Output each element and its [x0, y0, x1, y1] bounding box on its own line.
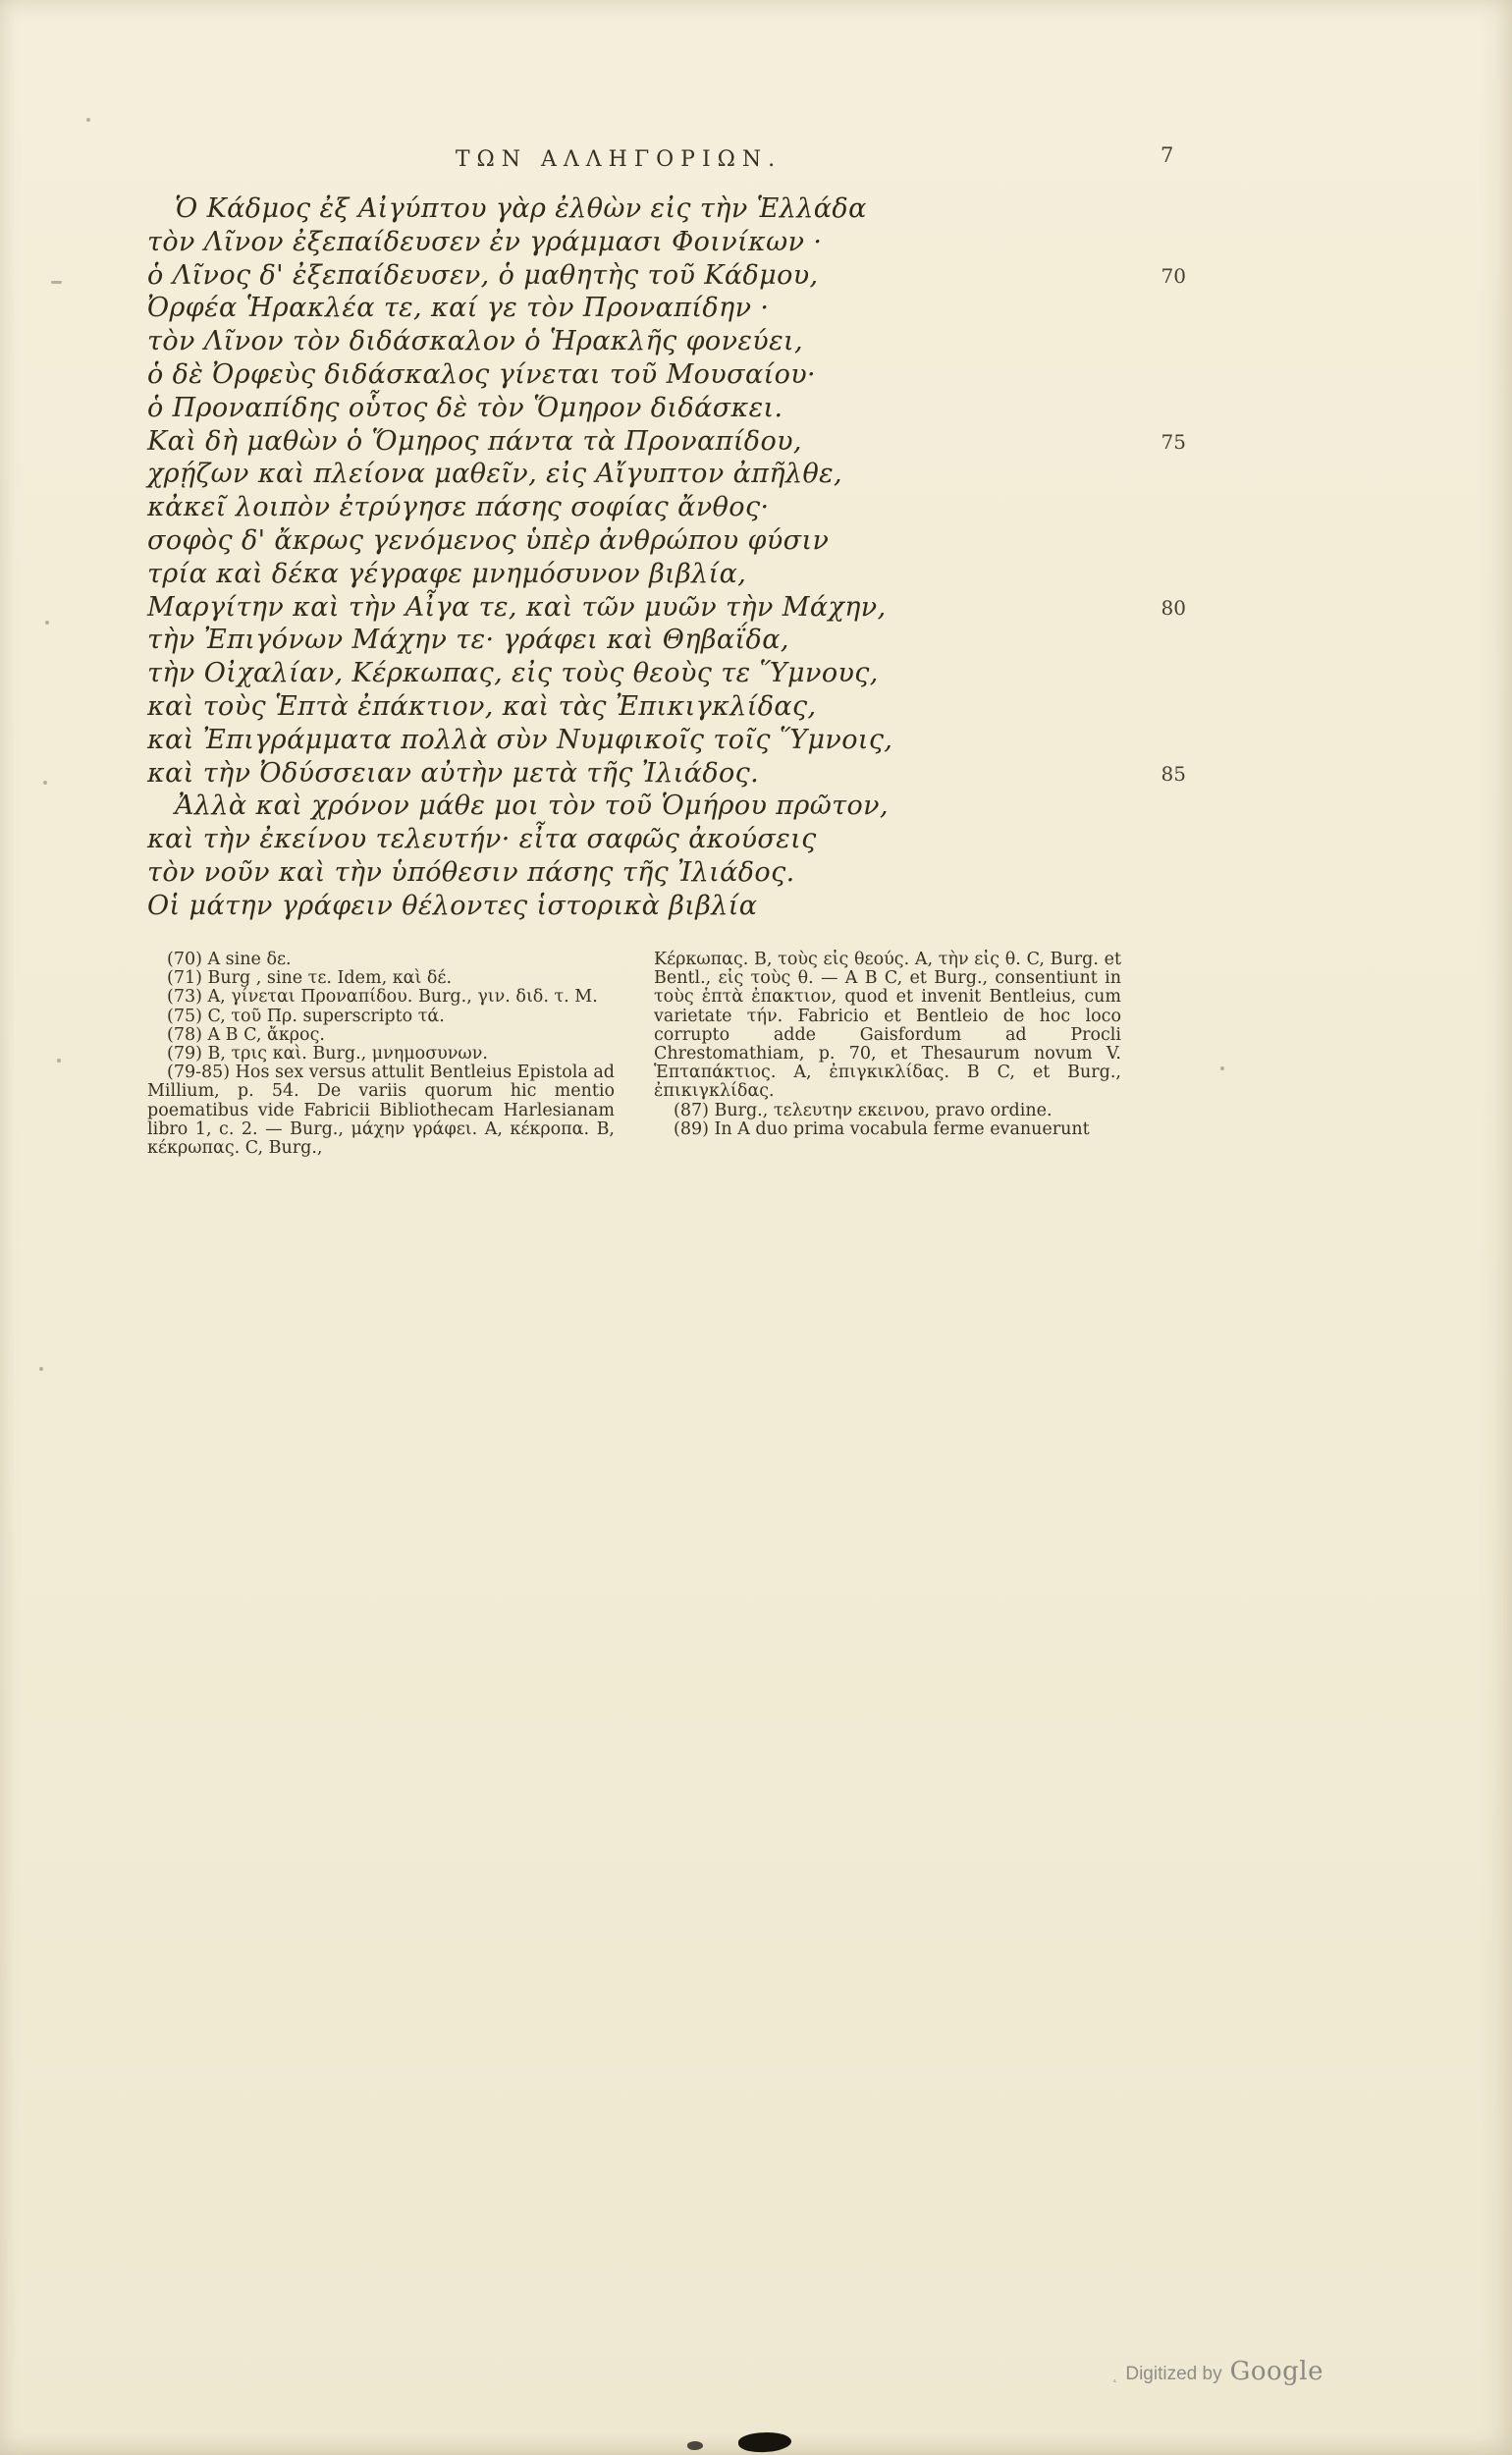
- poem-line: [147, 823, 1186, 856]
- poem-line: [147, 790, 1186, 823]
- poem-line-text: τὸν Λῖνον τὸν διδάσκαλον ὁ Ἡρακλῆς φονεύει,: [147, 326, 803, 357]
- poem-line: [147, 226, 1186, 259]
- poem-line-text: τὸν Λῖνον ἐξεπαίδευσεν ἐν γράμμασι Φοινίκων ·: [147, 226, 823, 257]
- poem-line-text: Οἱ μάτην γράφειν θέλοντες ἱστορικὰ βιβλία: [147, 890, 758, 921]
- poem-line: [147, 757, 1186, 791]
- poem-line-text: καὶ τὴν Ὀδύσσειαν αὐτὴν μετὰ τῆς Ἰλιάδος.: [147, 757, 760, 789]
- poem-line: [147, 890, 1186, 923]
- poem-line: [147, 491, 1186, 524]
- running-title: ΤΩΝ ΑΛΛΗΓΟΡΙΩΝ.: [455, 147, 783, 172]
- poem-line-text: καὶ Ἐπιγράμματα πολλὰ σὺν Νυμφικοῖς τοῖς Ὕμνοις,: [147, 724, 893, 755]
- poem-line-text: Ὀρφέα Ἡρακλέα τε, καί γε τὸν Προναπίδην ·: [147, 293, 770, 324]
- scan-artifact: [737, 2430, 791, 2454]
- poem-line: [147, 425, 1186, 459]
- poem-line-text: Καὶ δὴ μαθὼν ὁ Ὅμηρος πάντα τὰ Προναπίδου,: [147, 425, 802, 457]
- poem-line-text: ὁ Προναπίδης οὗτος δὲ τὸν Ὅμηρον διδάσκει.: [147, 392, 783, 423]
- poem-line-text: σοφὸς δ' ἄκρως γενόμενος ὑπὲρ ἀνθρώπου φύσιν: [147, 524, 830, 556]
- poem-line-text: τρία καὶ δέκα γέγραφε μνημόσυνον βιβλία,: [147, 558, 747, 589]
- poem-line: [147, 259, 1186, 293]
- poem-line-text: Μαργίτην καὶ τὴν Αἶγα τε, καὶ τῶν μυῶν τὴν Μάχην,: [147, 591, 887, 623]
- footnote-entry: Κέρκωπας. Β, τοὺς εἰς θεούς. Α, τὴν εἰς θ. C, Burg. et Bentl., εἰς τοὺς θ. — A B C, et Burg., consentiunt in τοὺς ἑπτὰ ἐπακτιον, quod et invenit Bentleius, cum varietate τήν. Fabricio et Bentleio de hoc loco corrupto adde Gaisfordum ad Procli Chrestomathiam, p. 70, et Thesaurum novum V. Ἑπταπάκτιος. Α, ἐπιγκικλίδας. Β C, et Burg., ἐπικιγκλίδας.: [654, 950, 1121, 1102]
- poem-line: [147, 192, 1186, 226]
- poem-line: [147, 624, 1186, 657]
- poem-line: [147, 558, 1186, 591]
- poem-line: [147, 292, 1186, 325]
- scan-speck: [86, 118, 90, 122]
- footnote-entry: (70) A sine δε.: [167, 950, 292, 969]
- poem-line: [147, 657, 1186, 690]
- poem-block: [147, 192, 1186, 923]
- poem-line-text: καὶ τὴν ἐκείνου τελευτήν· εἶτα σαφῶς ἀκούσεις: [147, 824, 817, 855]
- poem-line-text: χρῄζων καὶ πλείονα μαθεῖν, εἰς Αἴγυπτον ἀπῆλθε,: [147, 459, 843, 490]
- footnote-entry: (79) B, τρις καὶ. Burg., μνημοσυνων.: [167, 1044, 488, 1064]
- poem-line-text: κἀκεῖ λοιπὸν ἐτρύγησε πάσης σοφίας ἄνθος·: [147, 492, 770, 523]
- poem-line: [147, 524, 1186, 558]
- watermark-prefix: Digitized by: [1125, 2364, 1222, 2384]
- poem-line: [147, 325, 1186, 358]
- scan-artifact: [687, 2440, 704, 2450]
- poem-line-text: ὁ Λῖνος δ' ἐξεπαίδευσεν, ὁ μαθητὴς τοῦ Κάδμου,: [147, 259, 819, 291]
- google-watermark: [1113, 2357, 1323, 2386]
- verse-number: 80: [1161, 595, 1186, 620]
- footnote-entry: (75) C, τοῦ Πρ. superscripto τά.: [167, 1006, 445, 1026]
- poem-line: [147, 724, 1186, 757]
- poem-line: [147, 690, 1186, 724]
- poem-line-text: τὴν Ἐπιγόνων Μάχην τε· γράφει καὶ Θηβαΐδα,: [147, 625, 789, 656]
- poem-line: [147, 591, 1186, 625]
- google-logo: Google: [1229, 2357, 1323, 2386]
- poem-line-text: καὶ τοὺς Ἑπτὰ ἐπάκτιον, καὶ τὰς Ἐπικιγκλίδας,: [147, 690, 817, 722]
- scan-speck: [39, 1367, 43, 1371]
- footnote-entry: (79-85) Hos sex versus attulit Bentleius Epistola ad Millium, p. 54. De variis quorum hic mentio poematibus vide Fabricii Bibliothecam Harlesianam libro 1, c. 2. — Burg., μάχην γράφει. Α, κέκροπα. Β, κέκρωπας. C, Burg.,: [147, 1063, 615, 1159]
- scan-speck: [45, 621, 49, 625]
- poem-line: [147, 856, 1186, 890]
- poem-line-text: Ἀλλὰ καὶ χρόνον μάθε μοι τὸν τοῦ Ὁμήρου πρῶτον,: [175, 791, 889, 822]
- poem-line: [147, 458, 1186, 491]
- poem-line: [147, 358, 1186, 392]
- watermark-mark: ˛: [1112, 2367, 1118, 2382]
- poem-line-text: τὴν Οἰχαλίαν, Κέρκωπας, εἰς τοὺς θεοὺς τε Ὕμνους,: [147, 658, 879, 689]
- footnote-entry: (73) A, γίνεται Προναπίδου. Burg., γιν. διδ. τ. Μ.: [167, 987, 598, 1008]
- page-number: 7: [1161, 143, 1174, 167]
- scan-speck: [1220, 1066, 1224, 1070]
- footnote-entry: (71) Burg , sine τε. Idem, καὶ δέ.: [167, 968, 453, 989]
- poem-line-text: ὁ δὲ Ὀρφεὺς διδάσκαλος γίνεται τοῦ Μουσαίου·: [147, 358, 817, 390]
- scan-speck: [57, 1059, 61, 1063]
- footnote-entry: (87) Burg., τελευτην εκεινου, pravo ordine.: [674, 1100, 1053, 1120]
- poem-line: [147, 392, 1186, 425]
- scan-speck: [51, 281, 62, 284]
- verse-number: 85: [1161, 761, 1186, 786]
- footnote-column-left: [147, 951, 615, 1158]
- critical-apparatus: [147, 951, 1121, 1158]
- footnote-column-right: [654, 951, 1121, 1158]
- poem-line-text: τὸν νοῦν καὶ τὴν ὑπόθεσιν πάσης τῆς Ἰλιάδος.: [147, 856, 795, 888]
- poem-line-text: Ὁ Κάδμος ἐξ Αἰγύπτου γὰρ ἐλθὼν εἰς τὴν Ἑλλάδα: [175, 193, 867, 224]
- verse-number: 70: [1161, 263, 1186, 288]
- footnote-entry: (89) In A duo prima vocabula ferme evanuerunt: [674, 1118, 1090, 1139]
- verse-number: 75: [1161, 429, 1186, 454]
- footnote-entry: (78) A B C, ἄκρος.: [167, 1024, 325, 1045]
- scan-speck: [43, 781, 47, 785]
